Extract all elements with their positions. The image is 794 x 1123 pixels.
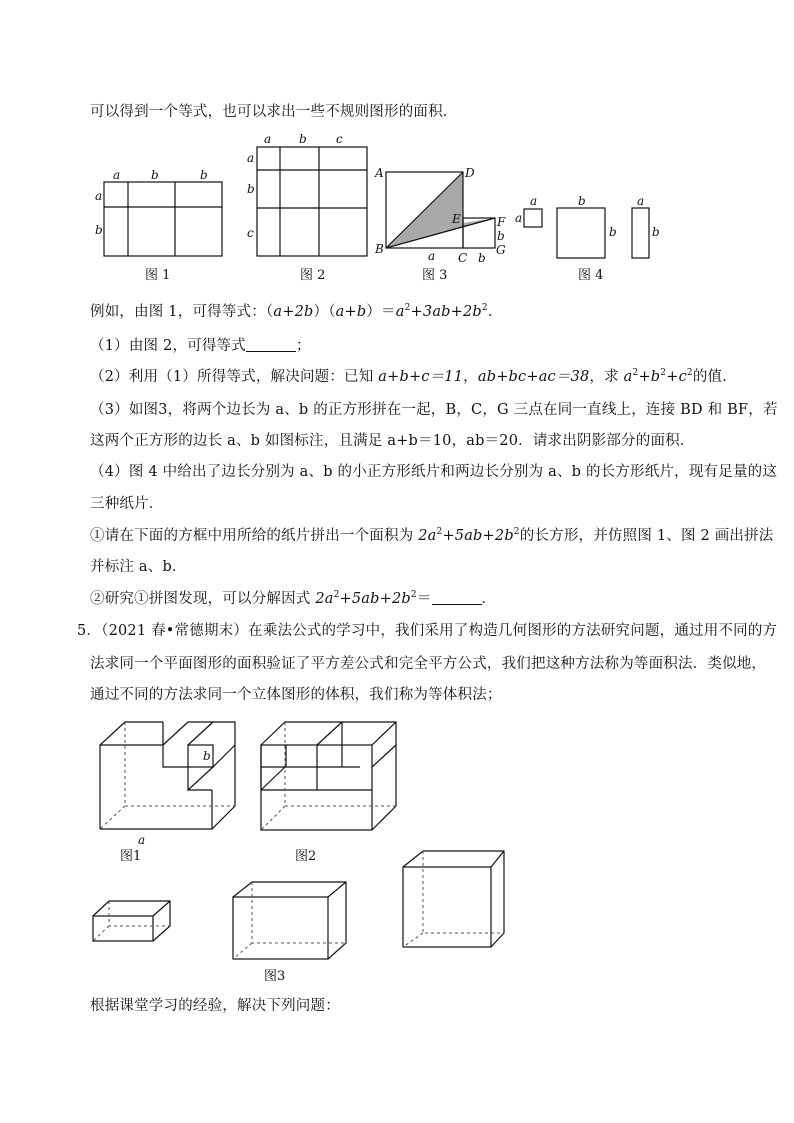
fig4-label-b-top: b [578, 194, 586, 208]
caption-fig4: 图 4 [578, 268, 604, 283]
fig1-label-a-left: a [95, 189, 103, 203]
fig2-label-b: b [299, 132, 307, 146]
problem-5-last-line: 根据课堂学习的经验，解决下列问题： [90, 998, 340, 1014]
problem-5-line-1: 5．（2021 春•常德期末）在乘法公式的学习中，我们采用了构造几何图形的方法研究问题，通过用不同的方 [77, 623, 778, 639]
figure-3 [386, 172, 495, 248]
question-3-line-1: （3）如图3，将两个边长为 a、b 的正方形拼在一起，B，C，G 三点在同一直线上，连接 BD 和 BF，若 [90, 402, 778, 418]
question-4a: ①请在下面的方框中用所给的纸片拼出一个面积为 $2a^2+5ab+2b^2$的长方形，并仿照图 1、图 2 画出拼法 [90, 527, 774, 544]
fig1-label-b2: b [200, 168, 208, 182]
fig4-label-b-right: b [609, 225, 617, 239]
question-4-line-2: 三种纸片． [90, 496, 164, 512]
caption-fig2: 图 2 [300, 268, 326, 283]
fig2-label-c-left: c [247, 226, 254, 240]
figure-row-1 [90, 130, 660, 290]
fig2-label-c: c [336, 132, 343, 146]
intro-line: 可以得到一个等式，也可以求出一些不规则图形的面积． [90, 104, 458, 120]
fig2-label-b-left: b [247, 182, 255, 196]
fig3-label-D: D [465, 166, 475, 180]
fig3-label-b-bottom: b [478, 251, 486, 265]
answer-blank-1[interactable] [246, 337, 296, 352]
fig4-label-a-rect: a [637, 194, 645, 208]
figure-1 [104, 182, 222, 256]
question-1: （1）由图 2，可得等式 ； [90, 338, 311, 354]
box-large [403, 851, 504, 947]
fig3-label-B: B [375, 242, 384, 256]
cube-figure-2 [261, 722, 396, 830]
question-2: （2）利用（1）所得等式，解决问题：已知 a+b+c＝11，ab+bc+ac＝38，求 $a^2+b^2+c^2$的值． [90, 368, 737, 385]
caption-3d-fig3: 图3 [264, 969, 286, 984]
question-4a-line-2: 并标注 a、b． [90, 559, 187, 575]
question-4-line-1: （4）图 4 中给出了边长分别为 a、b 的小正方形纸片和两边长分别为 a、b 的长方形纸片，现有足量的这 [90, 464, 778, 480]
fig1-label-a: a [113, 168, 121, 182]
problem-5-line-3: 通过不同的方法求同一个立体图形的体积，我们称为等体积法； [90, 687, 502, 703]
fig3-label-A: A [375, 166, 384, 180]
fig2-label-a: a [264, 132, 272, 146]
box-medium [233, 882, 346, 959]
problem-5-line-2: 法求同一个平面图形的面积验证了平方差公式和完全平方公式，我们把这种方法称为等面积法．类似地， [90, 656, 767, 672]
figure-2 [257, 147, 367, 256]
box-small [93, 901, 170, 941]
caption-3d-fig2: 图2 [295, 849, 317, 864]
fig4-label-a-top: a [530, 194, 538, 208]
question-3-line-2: 这两个正方形的边长 a、b 如图标注，且满足 a+b＝10，ab＝20．请求出阴影部分的面积． [90, 433, 695, 449]
caption-fig3: 图 3 [422, 268, 448, 283]
caption-fig1: 图 1 [145, 268, 171, 283]
figure-row-3d [90, 712, 530, 992]
fig3-label-F: F [497, 215, 506, 229]
cube1-label-a: a [138, 833, 146, 847]
fig1-label-b1: b [151, 168, 159, 182]
fig3-label-G: G [496, 243, 506, 257]
caption-3d-fig1: 图1 [120, 849, 142, 864]
fig4-label-b-rect: b [652, 225, 660, 239]
answer-blank-2[interactable] [432, 590, 482, 605]
fig3-label-E: E [452, 212, 461, 226]
fig3-label-C: C [458, 251, 468, 265]
cube1-label-b: b [203, 749, 211, 763]
example-line: 例如，由图 1，可得等式：$(a+2b)(a+b)=a^2+3ab+2b^2$． [90, 303, 503, 320]
fig3-label-b-right: b [497, 229, 505, 243]
fig4-label-a-left: a [515, 211, 523, 225]
question-4b: ②研究①拼图发现，可以分解因式 $2a^2+5ab+2b^2=$ ． [90, 590, 497, 607]
fig1-label-b-left: b [95, 223, 103, 237]
cube-figure-1 [100, 722, 235, 829]
figure-4 [524, 208, 649, 258]
fig3-label-a: a [428, 249, 436, 263]
fig2-label-a-left: a [247, 151, 255, 165]
